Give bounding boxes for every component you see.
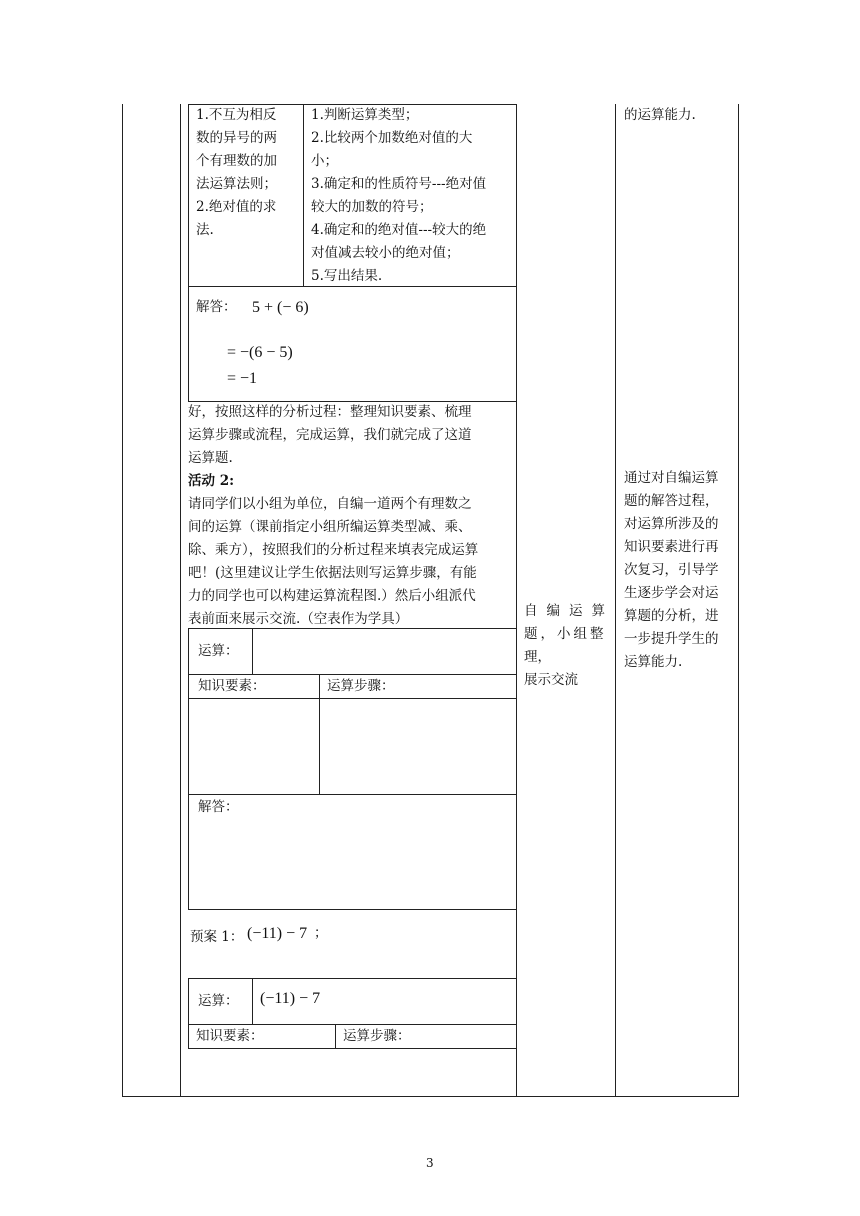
- t3-op-divider: [252, 978, 253, 1024]
- t2-knowledge-label: 知识要素：: [198, 678, 266, 694]
- t2-header-bottom: [188, 698, 517, 699]
- col3-line: 展示交流: [524, 672, 578, 688]
- plan1-suffix: ；: [314, 925, 328, 941]
- t1-left-line: 1.不互为相反: [196, 107, 277, 123]
- t1-left-line: 法.: [196, 222, 214, 238]
- outer-bottom-border: [122, 1096, 739, 1097]
- t1-left-line: 2.绝对值的求: [196, 199, 277, 215]
- t2-steps-label: 运算步骤：: [327, 678, 395, 694]
- para-line: 运算题.: [188, 450, 233, 466]
- col4-line: 算题的分析，进: [624, 608, 719, 624]
- activity-line: 除、乘方），按照我们的分析过程来填表完成运算: [188, 542, 479, 558]
- t1-mid: [303, 104, 304, 286]
- activity-line: 请同学们以小组为单位，自编一道两个有理数之: [188, 496, 472, 512]
- t2-op-label: 运算：: [198, 643, 239, 659]
- t3-steps-label: 运算步骤：: [343, 1028, 411, 1044]
- col4-line: 题的解答过程，: [624, 493, 719, 509]
- col4-line: 知识要素进行再: [624, 539, 719, 555]
- t3-bottom: [188, 1048, 517, 1049]
- outer-left-border: [122, 104, 123, 1097]
- col4-line: 对运算所涉及的: [624, 516, 719, 532]
- outer-col-divider-3: [615, 104, 616, 1097]
- t3-knowledge-label: 知识要素：: [196, 1028, 264, 1044]
- t1-left: [188, 104, 189, 401]
- col4-line: 次复习，引导学: [624, 562, 719, 578]
- col4-line: 生逐步学会对运: [624, 585, 719, 601]
- t1-answer-line-2: = −(6 − 5): [227, 344, 293, 361]
- activity-line: 吧！(这里建议让学生依据法则写运算步骤，有能: [188, 565, 477, 581]
- col3-line: 题，小组整: [524, 626, 607, 642]
- t1-right-line: 3.确定和的性质符号---绝对值: [311, 176, 487, 192]
- col4-line: 通过对自编运算: [624, 470, 719, 486]
- col4-line: 一步提升学生的: [624, 631, 719, 647]
- para-line: 运算步骤或流程，完成运算，我们就完成了这道: [188, 427, 472, 443]
- t2-top: [188, 628, 517, 629]
- t1-answer-line-1: 5 + (− 6): [252, 299, 309, 316]
- t1-answer-label: 解答：: [196, 299, 237, 315]
- plan1-expr: (−11) − 7: [247, 925, 308, 942]
- col3-line: 理，: [524, 649, 551, 665]
- outer-col-divider-1: [180, 104, 181, 1097]
- outer-right-border: [738, 104, 739, 1097]
- activity-title: 活动 2:: [188, 473, 235, 489]
- t3-op-expr: (−11) − 7: [260, 990, 321, 1007]
- col4-line: 运算能力.: [624, 654, 683, 670]
- t3-mid-divider: [335, 1024, 336, 1048]
- t2-left: [188, 628, 189, 910]
- t1-right-line: 小；: [311, 153, 338, 169]
- t1-right-line: 较大的加数的符号；: [311, 199, 433, 215]
- t3-top: [188, 978, 517, 979]
- page-number: 3: [426, 1156, 434, 1170]
- para-line: 好，按照这样的分析过程：整理知识要素、梳理: [188, 404, 472, 420]
- col3-line: 自编运算: [524, 603, 614, 619]
- t1-right-line: 1.判断运算类型；: [311, 107, 419, 123]
- col4-top-text: 的运算能力.: [624, 107, 696, 123]
- t1-answer-line-3: = −1: [227, 370, 258, 387]
- activity-line: 表前面来展示交流.（空表作为学具）: [188, 611, 409, 627]
- plan1-label: 预案 1：: [190, 929, 244, 945]
- activity-line: 间的运算（课前指定小组所编运算类型减、乘、: [188, 519, 472, 535]
- t1-right-line: 5.写出结果.: [311, 268, 383, 284]
- t2-row3-bottom: [188, 794, 517, 795]
- outer-col-divider-2: [516, 104, 517, 1097]
- t2-mid-divider: [319, 674, 320, 794]
- t2-answer-label: 解答：: [198, 799, 239, 815]
- t1-left-line: 法运算法则；: [196, 176, 277, 192]
- t1-right-line: 4.确定和的绝对值---较大的绝: [311, 222, 487, 238]
- t1-right-line: 对值减去较小的绝对值；: [311, 245, 460, 261]
- t1-right-line: 2.比较两个加数绝对值的大: [311, 130, 473, 146]
- t2-op-divider: [252, 628, 253, 674]
- t1-left-line: 个有理数的加: [196, 153, 277, 169]
- activity-line: 力的同学也可以构建运算流程图.）然后小组派代: [188, 588, 476, 604]
- t3-left: [188, 978, 189, 1048]
- t3-op-label: 运算：: [198, 993, 239, 1009]
- t2-bottom: [188, 909, 517, 910]
- t1-left-line: 数的异号的两: [196, 130, 277, 146]
